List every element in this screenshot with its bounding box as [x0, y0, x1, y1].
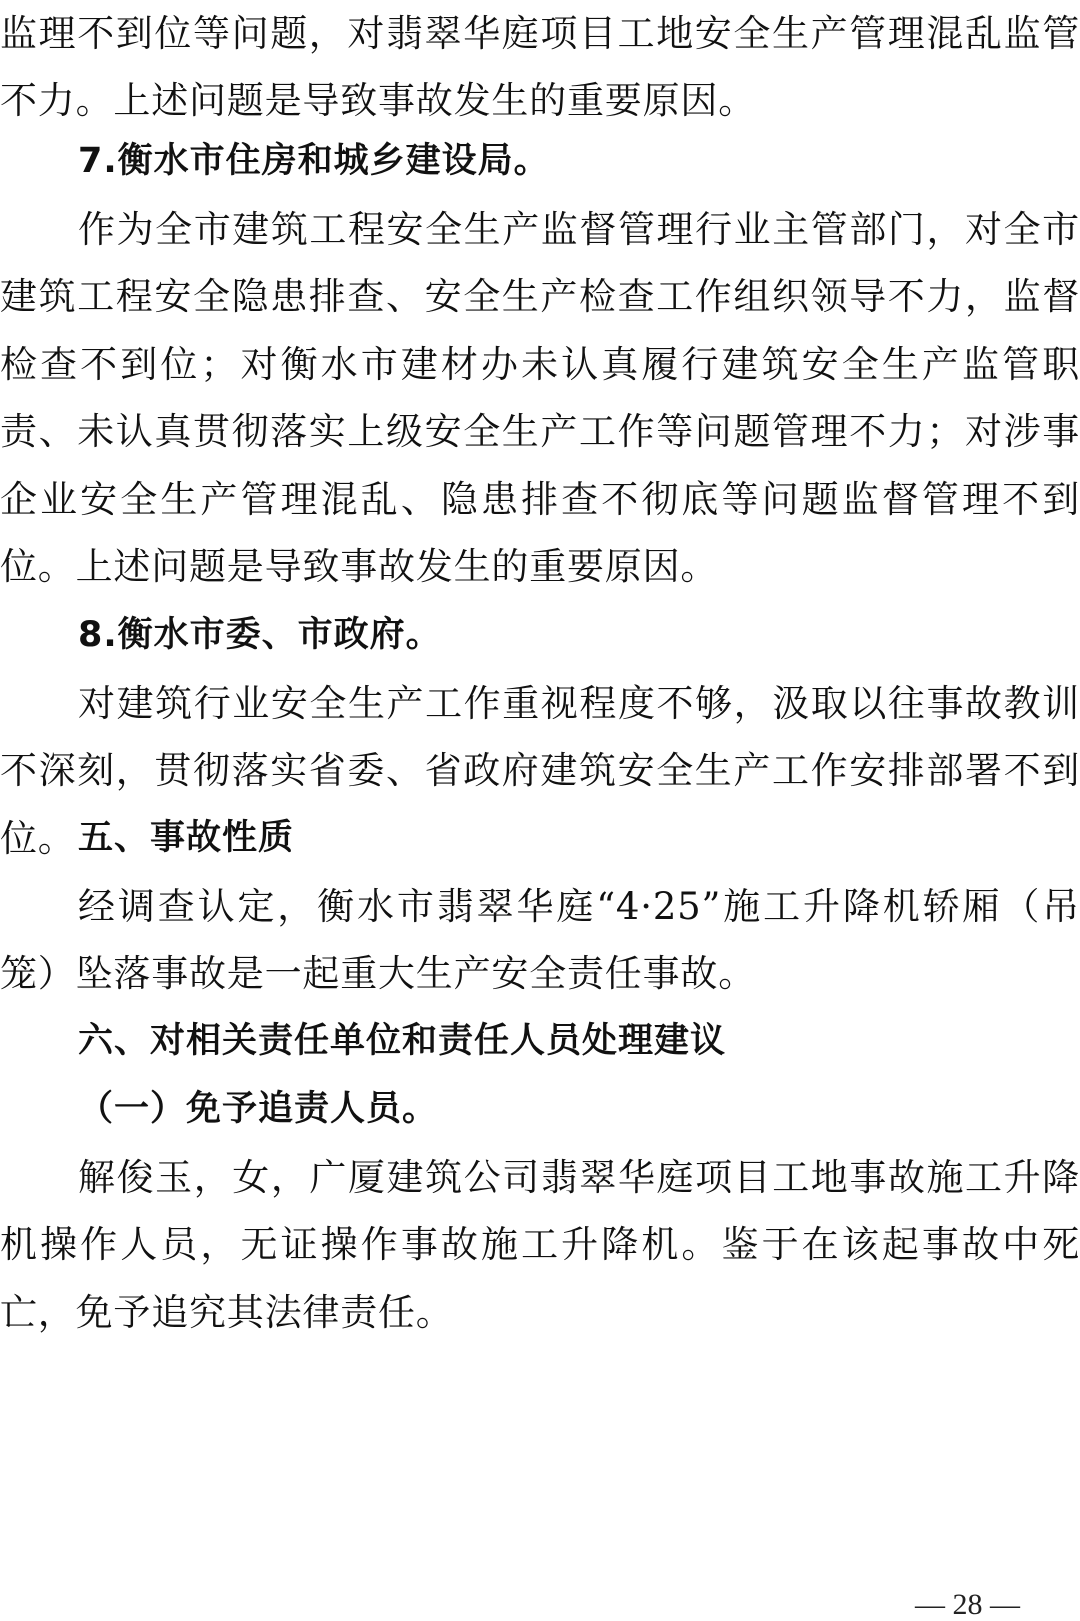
page-number: — 28 —: [915, 1588, 1020, 1621]
section-heading-accident-nature: 五、事故性质: [78, 818, 295, 858]
section-heading-handling-suggestions: 六、对相关责任单位和责任人员处理建议: [78, 1021, 727, 1061]
housing-bureau-paragraph: 作为全市建筑工程安全生产监督管理行业主管部门，对全市建筑工程安全隐患排查、安全生产检查工作组织领导不力，监督检查不到位；对衡水市建材办未认真履行建筑安全生产监管职责、未认真贯彻落实上级安全生产工作等问题管理不力；对涉事企业安全生产管理混乱、隐患排查不彻底等问题监督管理不到位。上述问题是导致事故发生的重要原因。: [0, 208, 1080, 589]
accident-nature-paragraph: 经调查认定，衡水市翡翠华庭“4·25”施工升降机轿厢（吊笼）坠落事故是一起重大生产安全责任事故。: [0, 885, 1080, 996]
section-heading-housing-bureau: 7.衡水市住房和城乡建设局。: [78, 141, 550, 181]
carryover-paragraph: 监理不到位等问题，对翡翠华庭项目工地安全生产管理混乱监管不力。上述问题是导致事故发生的重要原因。: [0, 12, 1080, 123]
exempted-person-paragraph: 解俊玉，女，广厦建筑公司翡翠华庭项目工地事故施工升降机操作人员，无证操作事故施工升降机。鉴于在该起事故中死亡，免予追究其法律责任。: [0, 1156, 1080, 1334]
section-heading-municipal-government: 8.衡水市委、市政府。: [78, 615, 442, 655]
municipal-government-paragraph: 对建筑行业安全生产工作重视程度不够，汲取以往事故教训不深刻，贯彻落实省委、省政府建筑安全生产工作安排部署不到位。: [0, 682, 1080, 860]
subsection-heading-exempted-persons: （一）免予追责人员。: [78, 1089, 439, 1129]
